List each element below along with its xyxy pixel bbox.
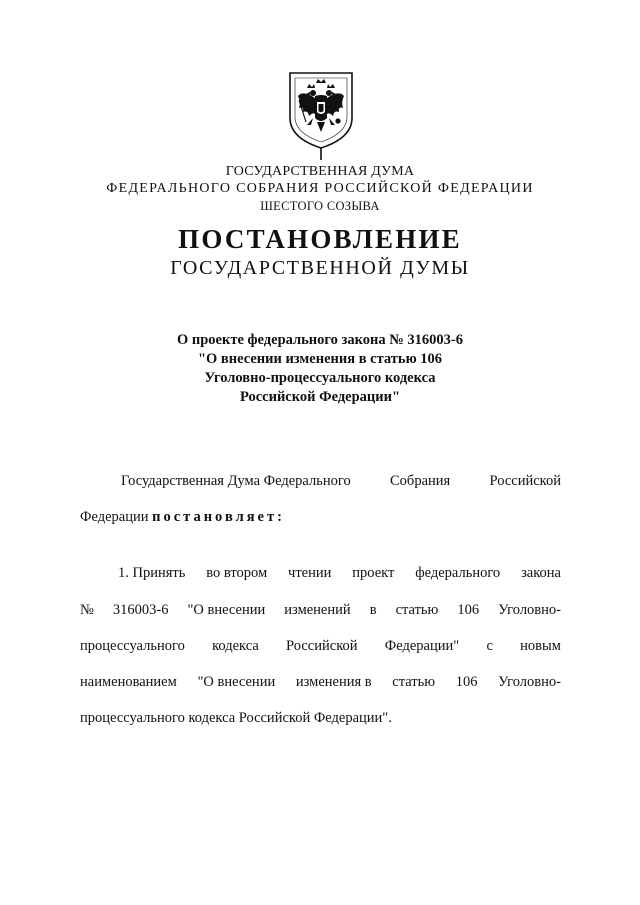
preamble-line-1 [121,473,561,490]
issuer-line-2: ФЕДЕРАЛЬНОГО СОБРАНИЯ РОССИЙСКОЙ ФЕДЕРАЦИИ [106,181,534,196]
document-subtitle: ГОСУДАРСТВЕННОЙ ДУМЫ [170,257,470,279]
clause-word: "О внесении [197,674,276,690]
clause-word: в [369,602,377,618]
clause-word: во втором [206,565,268,581]
convocation-line: ШЕСТОГО СОЗЫВА [260,199,380,213]
clause-word: изменения в [295,674,372,690]
subject-line: Российской Федерации" [239,389,401,405]
clause-word: Уголовно- [498,674,561,690]
subject-line: Уголовно-процессуального кодекса [204,370,436,386]
clause-word: новым [520,638,561,654]
clause-1-line-2 [80,602,561,619]
clause-word: 316003-6 [112,602,169,618]
subject-line: О проекте федерального закона № 316003-6 [176,332,464,348]
clause-1-line-1 [118,565,561,582]
clause-word: статью [392,674,436,690]
clause-word: 106 [455,674,478,690]
clause-1-line-5: процессуального кодекса Российской Федерации". [80,710,392,726]
preamble-word: Собрания [390,473,451,489]
preamble-word: Федерации [80,509,149,525]
clause-word: Уголовно- [498,602,561,618]
clause-word: Федерации" [384,638,460,654]
clause-word: "О внесении [187,602,266,618]
clause-word: с [486,638,493,654]
clause-word: изменений [284,602,351,618]
preamble-line-2 [80,509,285,526]
clause-word: федерального [415,565,501,581]
issuer-line-1: ГОСУДАРСТВЕННАЯ ДУМА [225,164,415,179]
preamble-word: Российской [489,473,561,489]
clause-1-line-4 [80,674,561,691]
state-emblem-icon [287,70,355,162]
subject-line: "О внесении изменения в статью 106 [197,351,443,367]
clause-word: процессуального [80,638,185,654]
clause-word: 106 [457,602,480,618]
clause-word: № [80,602,94,618]
preamble-word: Государственная Дума Федерального [121,473,351,489]
clause-word: чтении [288,565,332,581]
clause-word: закона [521,565,561,581]
clause-word: Российской [286,638,358,654]
document-title: ПОСТАНОВЛЕНИЕ [178,224,462,254]
decision-verb: постановляет: [152,509,285,525]
clause-word: статью [395,602,439,618]
clause-word: 1. Принять [118,565,186,581]
subject-block [0,331,640,407]
clause-word: кодекса [212,638,259,654]
clause-word: проект [352,565,395,581]
clause-1-line-3 [80,638,561,655]
clause-word: наименованием [80,674,177,690]
